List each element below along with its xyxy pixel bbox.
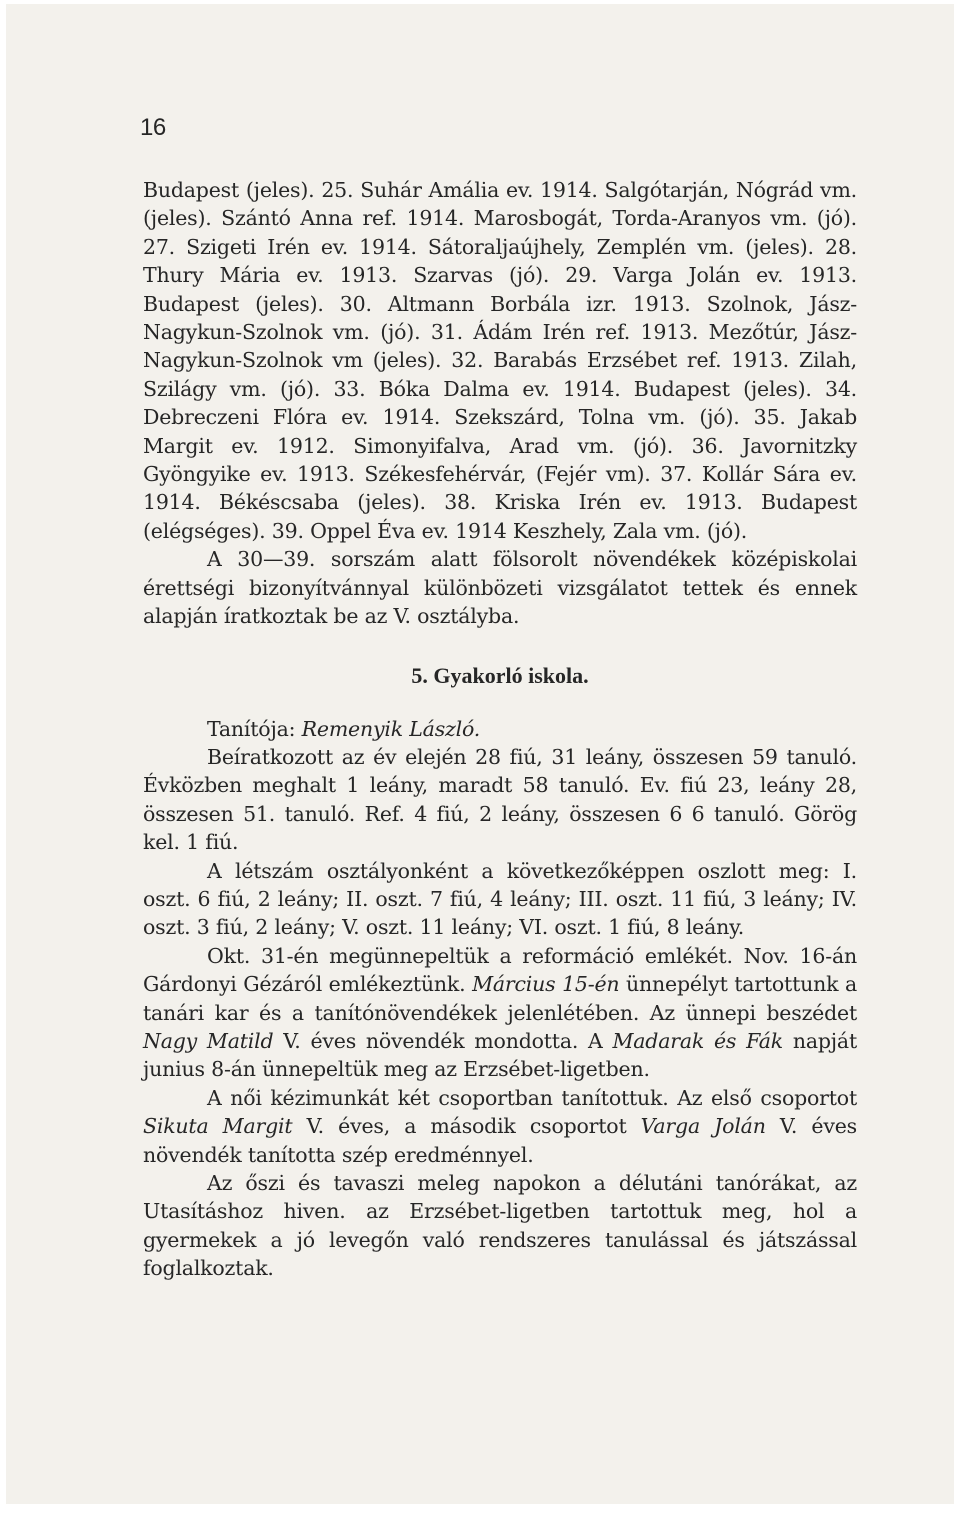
page-number: 16	[140, 114, 166, 141]
events-italic-1: Március 15-én	[472, 972, 620, 997]
teacher-line	[143, 715, 857, 743]
teacher-label: Tanítója:	[207, 716, 302, 741]
entrance-note-paragraph: A 30—39. sorszám alatt fölsorolt növendékek középiskolai érettségi bizonyítvánnyal különbözeti vizsgálatot tettek és ennek alapján íratkoztak be az V. osztályba.	[143, 547, 857, 629]
enrollment-paragraph: Beíratkozott az év elején 28 fiú, 31 leány, összesen 59 tanuló. Évközben meghalt 1 leány, maradt 58 tanuló. Ev. fiú 23, leány 28, összesen 51. tanuló. Ref. 4 fiú, 2 leány, összesen 6 6 tanuló. Görög kel. 1 fiú.	[143, 744, 857, 855]
class-distribution-paragraph: A létszám osztályonként a következőképpen oszlott meg: I. oszt. 6 fiú, 2 leány; II. oszt. 7 fiú, 4 leány; III. oszt. 11 fiú, 3 leány; IV. oszt. 3 fiú, 2 leány; V. oszt. 11 leány; VI. oszt. 1 fiú, 8 leány.	[143, 858, 857, 940]
book-page	[6, 4, 954, 1504]
handwork-italic-1: Sikuta Margit	[143, 1114, 293, 1139]
handwork-text-1: A női kézimunkát két csoportban tanítottuk. Az első csoportot	[207, 1085, 857, 1110]
events-text-2: ünnepélyt tartottunk a tanári kar és a tanítónövendékek jelenlétében. Az ünnepi beszédet	[143, 972, 857, 1025]
afternoon-lessons-paragraph: Az őszi és tavaszi meleg napokon a délutáni tanórákat, az Utasításhoz hiven. az Erzsébet-ligetben tartottuk meg, hol a gyermekek a jó levegőn való rendszeres tanulással és játszással foglalkoztak.	[143, 1171, 857, 1281]
events-italic-2: Nagy Matild	[143, 1028, 274, 1053]
events-text-4: napját junius 8-án ünnepeltük meg az Erzsébet-ligetben.	[143, 1028, 857, 1082]
events-paragraph	[143, 942, 857, 1084]
handwork-paragraph	[143, 1084, 857, 1169]
events-text-3: V. éves növendék mondotta. A	[273, 1028, 613, 1053]
handwork-text-2: V. éves, a második csoportot	[292, 1114, 641, 1139]
student-list-paragraph: Budapest (jeles). 25. Suhár Amália ev. 1914. Salgótarján, Nógrád vm. (jeles). Szántó Anna ref. 1914. Marosbogát, Torda-Aranyos vm. (jó). 27. Szigeti Irén ev. 1914. Sátoraljaújhely, Zemplén vm. (jeles). 28. Thury Mária ev. 1913. Szarvas (jó). 29. Varga Jolán ev. 1913. Budapest (jeles). 30. Altmann Borbála izr. 1913. Szolnok, Jász-Nagykun-Szolnok vm. (jó). 31. Ádám Irén ref. 1913. Mezőtúr, Jász-Nagykun-Szolnok vm (jeles). 32. Barabás Erzsébet ref. 1913. Zilah, Szilágy vm. (jó). 33. Bóka Dalma ev. 1914. Budapest (jeles). 34. Debreczeni Flóra ev. 1914. Szekszárd, Tolna vm. (jó). 35. Jakab Margit ev. 1912. Simonyifalva, Arad vm. (jó). 36. Javornitzky Gyöngyike ev. 1913. Székesfehérvár, (Fejér vm). 37. Kollár Sára ev. 1914. Békéscsaba (jeles). 38. Kriska Irén ev. 1913. Budapest (elégséges). 39. Oppel Éva ev. 1914 Keszhely, Zala vm. (jó).	[143, 178, 857, 543]
events-italic-3: Madarak és Fák	[612, 1028, 783, 1053]
text-column	[143, 176, 857, 1283]
section-heading: 5. Gyakorló iskola.	[411, 662, 589, 688]
events-text-1: Okt. 31-én megünnepeltük a reformáció emlékét. Nov. 16-án Gárdonyi Gézáról emlékeztünk.	[143, 943, 857, 997]
handwork-italic-2: Varga Jolán	[640, 1114, 766, 1139]
handwork-text-3: V. éves növendék tanította szép eredménnyel.	[143, 1114, 857, 1167]
teacher-name: Remenyik László.	[301, 716, 481, 741]
